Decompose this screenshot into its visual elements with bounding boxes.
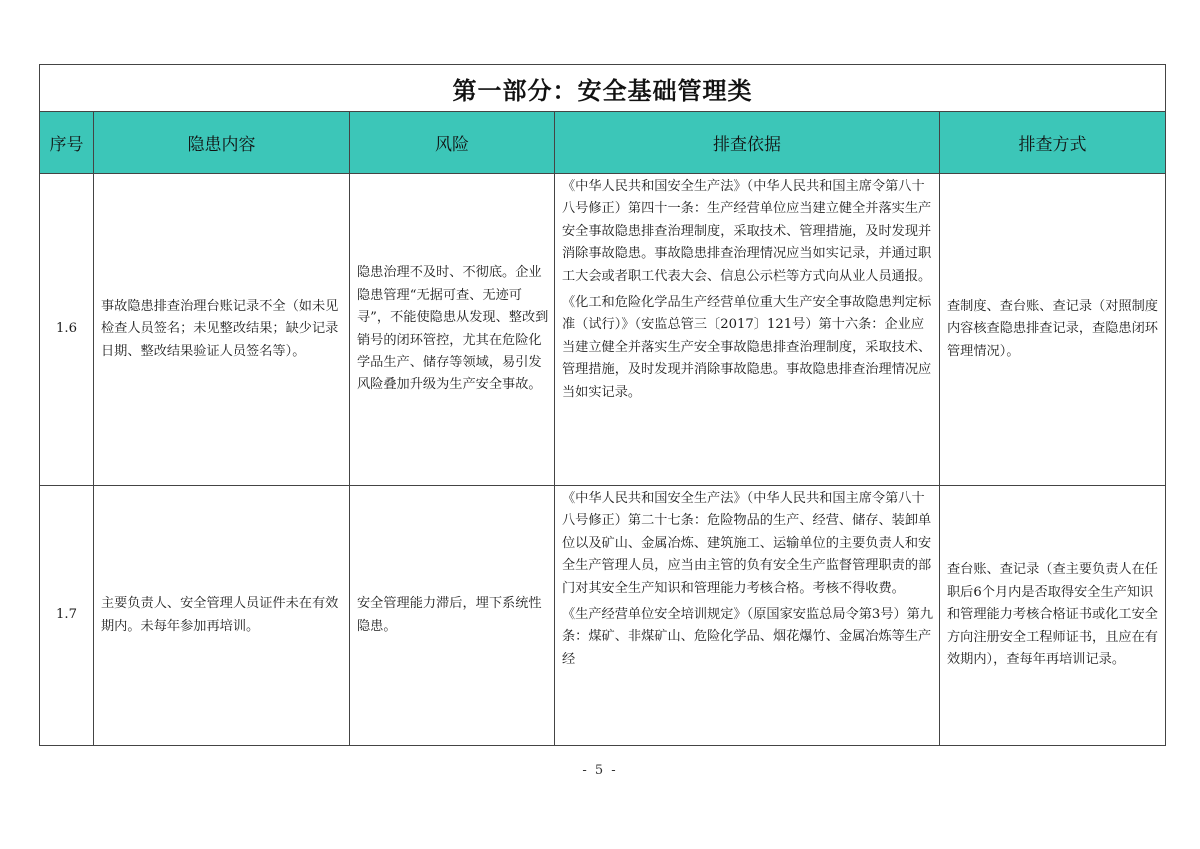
table-row xyxy=(40,486,1166,746)
risk-text: 隐患治理不及时、不彻底。企业隐患管理“无据可查、无迹可寻”，不能使隐患从发现、整改到销号的闭环管控，尤其在危险化学品生产、储存等领域，易引发风险叠加升级为生产安全事故。 xyxy=(357,265,549,393)
table-row xyxy=(40,174,1166,486)
header-number: 序号 xyxy=(40,112,94,174)
basis-paragraph: 《生产经营单位安全培训规定》（原国家安监总局令第3号）第九条：煤矿、非煤矿山、危险化学品、烟花爆竹、金属冶炼等生产经 xyxy=(562,607,934,667)
row-number: 1.6 xyxy=(40,174,94,486)
hazard-cell xyxy=(94,486,350,746)
method-text: 查制度、查台账、查记录（对照制度内容核查隐患排查记录，查隐患闭环管理情况）。 xyxy=(947,298,1158,359)
header-risk: 风险 xyxy=(350,112,555,174)
header-row xyxy=(40,112,1166,174)
basis-paragraph: 《化工和危险化学品生产经营单位重大生产安全事故隐患判定标准（试行）》（安监总管三〔2017〕121号）第十六条：企业应当建立健全并落实生产安全事故隐患排查治理制度，采取技术、管理措施，及时发现并消除事故隐患。事故隐患排查治理情况应当如实记录。 xyxy=(562,295,932,400)
risk-text: 安全管理能力滞后，埋下系统性隐患。 xyxy=(357,596,542,634)
row-number: 1.7 xyxy=(40,486,94,746)
risk-cell xyxy=(350,486,555,746)
header-method: 排查方式 xyxy=(940,112,1166,174)
basis-cell xyxy=(555,174,940,486)
hazard-cell xyxy=(94,174,350,486)
method-text: 查台账、查记录（查主要负责人在任职后6个月内是否取得安全生产知识和管理能力考核合格证书或化工安全方向注册安全工程师证书，且应在有效期内），查每年再培训记录。 xyxy=(947,562,1158,668)
method-cell xyxy=(940,174,1166,486)
header-basis: 排查依据 xyxy=(555,112,940,174)
method-cell xyxy=(940,486,1166,746)
hazard-text: 主要负责人、安全管理人员证件未在有效期内。未每年参加再培训。 xyxy=(101,596,339,634)
page-number: - 5 - xyxy=(582,763,618,778)
basis-cell xyxy=(555,486,940,746)
hazard-text: 事故隐患排查治理台账记录不全（如未见检查人员签名；未见整改结果；缺少记录日期、整改结果验证人员签名等）。 xyxy=(101,298,339,359)
risk-cell xyxy=(350,174,555,486)
inspection-table xyxy=(39,64,1166,746)
section-title: 第一部分：安全基础管理类 xyxy=(40,65,1166,112)
title-row xyxy=(40,65,1166,112)
basis-paragraph: 《中华人民共和国安全生产法》（中华人民共和国主席令第八十八号修正）第四十一条：生产经营单位应当建立健全并落实生产安全事故隐患排查治理制度，采取技术、管理措施，及时发现并消除事故隐患。事故隐患排查治理情况应当如实记录，并通过职工大会或者职工代表大会、信息公示栏等方式向从业人员通报。 xyxy=(562,179,932,284)
header-hazard: 隐患内容 xyxy=(94,112,350,174)
basis-paragraph: 《中华人民共和国安全生产法》（中华人民共和国主席令第八十八号修正）第二十七条：危险物品的生产、经营、储存、装卸单位以及矿山、金属冶炼、建筑施工、运输单位的主要负责人和安全生产管理人员，应当由主管的负有安全生产监督管理职责的部门对其安全生产知识和管理能力考核合格。考核不得收费。 xyxy=(562,491,932,596)
